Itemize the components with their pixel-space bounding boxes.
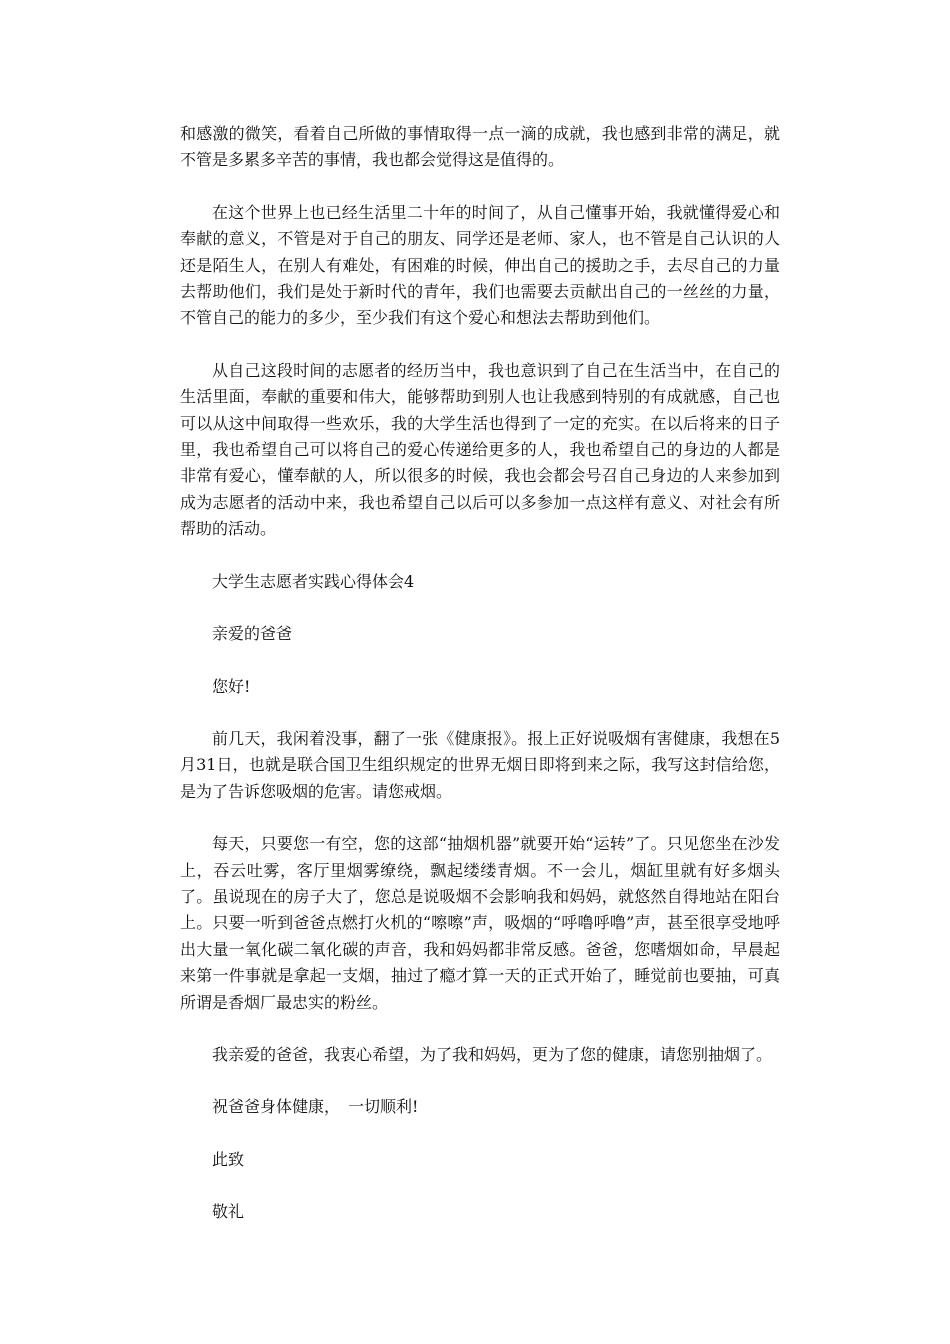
paragraph: 在这个世界上也已经生活里二十年的时间了，从自己懂事开始，我就懂得爱心和奉献的意义，不管是对于自己的朋友、同学还是老师、家人，也不管是自己认识的人还是陌生人，在别人有难处，有困难的时候，伸出自己的援助之手，去尽自己的力量去帮助他们，我们是处于新时代的青年，我们也需要去贡献出自己的一丝丝的力量，不管自己的能力的多少，至少我们有这个爱心和想法去帮助到他们。 — [180, 202, 780, 328]
paragraph-continuation: 和感激的微笑，看着自己所做的事情取得一点一滴的成就，我也感到非常的满足，就不管是多累多辛苦的事情，我也都会觉得这是值得的。 — [180, 124, 780, 170]
paragraph: 我亲爱的爸爸，我衷心希望，为了我和妈妈，更为了您的健康，请您别抽烟了。 — [212, 1044, 773, 1064]
letter-wishes: 祝爸爸身体健康， 一切顺利! — [212, 1097, 419, 1117]
letter-closing: 此致 — [212, 1149, 245, 1169]
paragraph: 从自己这段时间的志愿者的经历当中，我也意识到了自己在生活当中，在自己的生活里面，奉献的重要和伟大，能够帮助到别人也让我感到特别的有成就感，自己也可以从这中间取得一些欢乐，我的大学生活也得到了一定的充实。在以后将来的日子里，我也希望自己可以将自己的爱心传递给更多的人，我也希望自己的身边的人都是非常有爱心，懂奉献的人，所以很多的时候，我也会都会号召自己身边的人来参加到成为志愿者的活动中来，我也希望自己以后可以多参加一点这样有意义、对社会有所帮助的活动。 — [180, 360, 780, 539]
document-body — [180, 121, 780, 1252]
section-heading: 大学生志愿者实践心得体会4 — [212, 571, 415, 591]
letter-greeting: 您好! — [212, 676, 251, 696]
letter-salutation: 亲爱的爸爸 — [212, 624, 293, 644]
letter-regards: 敬礼 — [212, 1202, 245, 1222]
paragraph: 前几天，我闲着没事，翻了一张《健康报》。报上正好说吸烟有害健康，我想在5月31日，也就是联合国卫生组织规定的世界无烟日即将到来之际，我写这封信给您，是为了告诉您吸烟的危害。请您戒烟。 — [180, 728, 780, 801]
paragraph: 每天，只要您一有空，您的这部“抽烟机器”就要开始“运转”了。只见您坐在沙发上，吞云吐雾，客厅里烟雾缭绕，飘起缕缕青烟。不一会儿，烟缸里就有好多烟头了。虽说现在的房子大了，您总是说吸烟不会影响我和妈妈，就悠然自得地站在阳台上。只要一听到爸爸点燃打火机的“嚓嚓”声，吸烟的“呼噜呼噜”声，甚至很享受地呼出大量一氧化碳二氧化碳的声音，我和妈妈都非常反感。爸爸，您嗜烟如命，早晨起来第一件事就是拿起一支烟，抽过了瘾才算一天的正式开始了，睡觉前也要抽，可真所谓是香烟厂最忠实的粉丝。 — [180, 834, 780, 1012]
